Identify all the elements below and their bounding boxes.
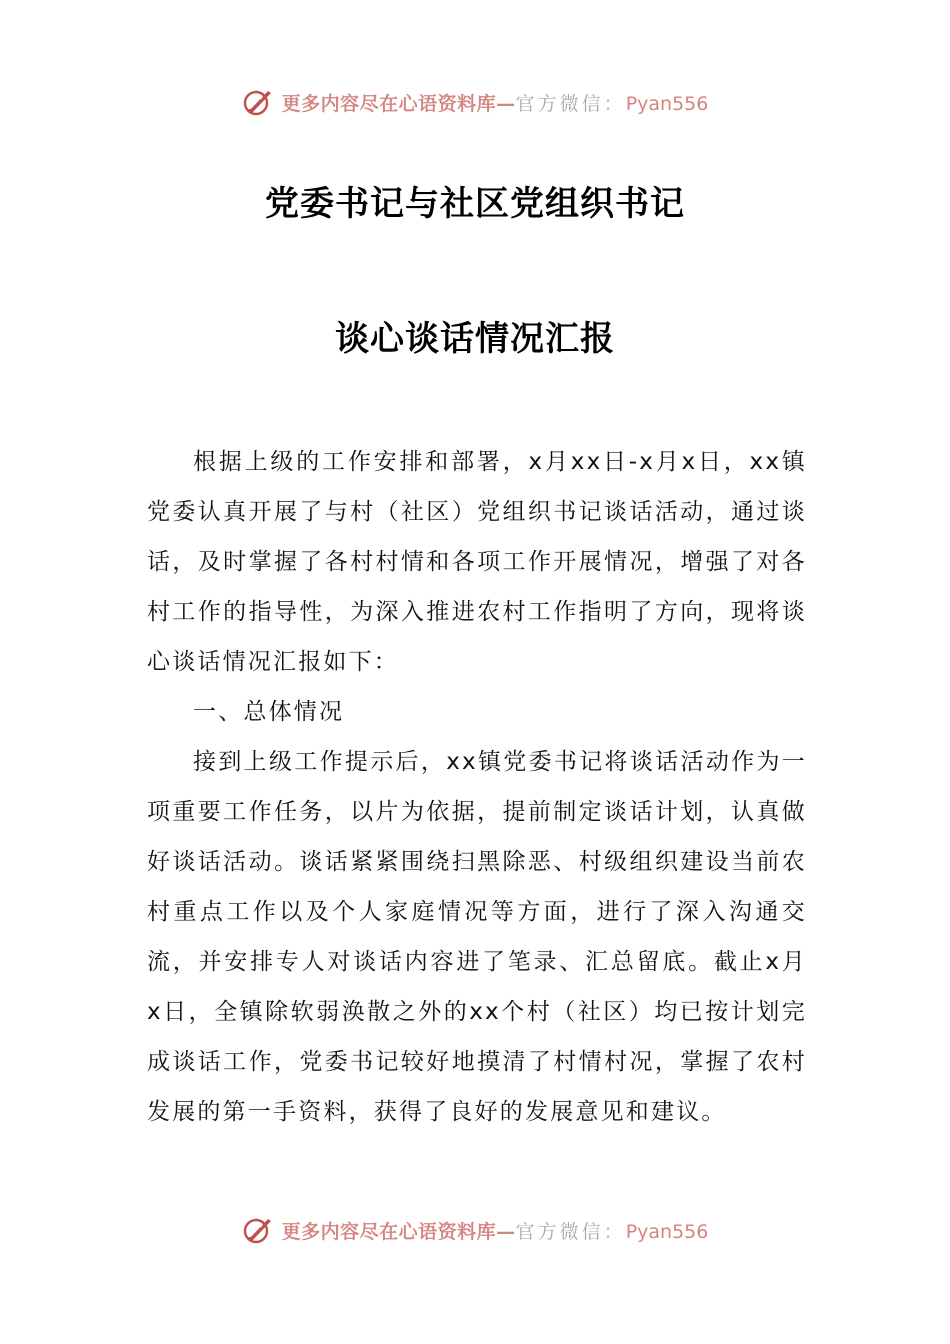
watermark-main-text: 更多内容尽在心语资料库 xyxy=(281,1220,497,1243)
watermark-label: 官方微信： xyxy=(515,1220,626,1243)
quill-logo-icon xyxy=(242,1214,274,1246)
paragraph-intro: 根据上级的工作安排和部署，x月xx日-x月x日，xx镇党委认真开展了与村（社区）党组织书记谈话活动，通过谈话，及时掌握了各村村情和各项工作开展情况，增强了对各村工作的指导性，为深入推进农村工作指明了方向，现将谈心谈话情况汇报如下： xyxy=(147,449,807,675)
footer-watermark xyxy=(0,1210,950,1250)
watermark-text xyxy=(282,89,709,116)
section-heading-overview: 一、总体情况 xyxy=(193,699,345,725)
document-body xyxy=(147,437,807,1137)
watermark-dash: — xyxy=(496,1220,516,1243)
document-title-line-1: 党委书记与社区党组织书记 xyxy=(265,184,685,224)
paragraph-overview: 接到上级工作提示后，xx镇党委书记将谈话活动作为一项重要工作任务，以片为依据，提前制定谈话计划，认真做好谈话活动。谈话紧紧围绕扫黑除恶、村级组织建设当前农村重点工作以及个人家庭情况等方面，进行了深入沟通交流，并安排专人对谈话内容进了笔录、汇总留底。截止x月x日，全镇除软弱涣散之外的xx个村（社区）均已按计划完成谈话工作，党委书记较好地摸清了村情村况，掌握了农村发展的第一手资料，获得了良好的发展意见和建议。 xyxy=(147,749,807,1125)
watermark-label: 官方微信： xyxy=(515,92,626,115)
watermark-main-text: 更多内容尽在心语资料库 xyxy=(281,92,497,115)
watermark-wechat-id: Pyan556 xyxy=(625,1220,709,1243)
header-watermark xyxy=(0,82,950,122)
watermark-wechat-id: Pyan556 xyxy=(625,92,709,115)
quill-logo-icon xyxy=(242,86,274,118)
watermark-text xyxy=(282,1217,709,1244)
document-title-line-2: 谈心谈话情况汇报 xyxy=(335,319,615,359)
watermark-dash: — xyxy=(496,92,516,115)
